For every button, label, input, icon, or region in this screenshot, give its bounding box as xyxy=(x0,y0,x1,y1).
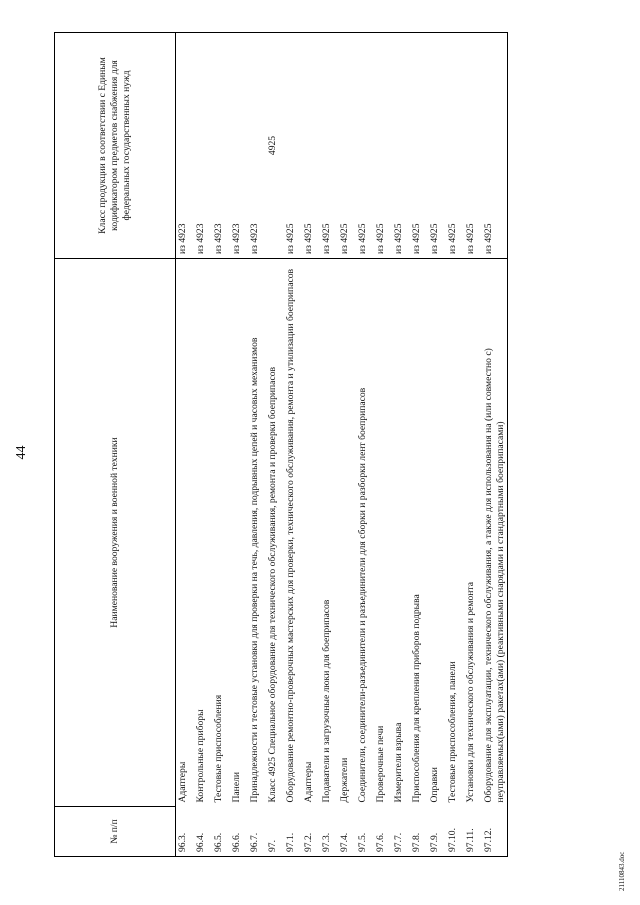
row-class: из 4925 xyxy=(410,33,428,259)
table-row xyxy=(482,33,508,857)
row-name: Подаватели и загрузочные люки для боеприпасов xyxy=(321,599,332,803)
header-num: № п/п xyxy=(55,807,176,857)
table-row xyxy=(338,33,356,857)
header-class: Класс продукции в соответствии с Единым кодификатором предметов снабжения для федеральных государственных нужд xyxy=(55,33,176,259)
row-name: Измерители взрыва xyxy=(393,722,404,803)
row-class: из 4925 xyxy=(446,33,464,259)
row-class: из 4925 xyxy=(374,33,392,259)
header-name: Наименование вооружения и военной техники xyxy=(55,259,176,807)
row-number: 97.6. xyxy=(374,807,392,857)
row-name: Оборудование ремонтно-проверочных мастерских для проверки, технического обслуживания, ремонта и утилизации боеприпасов xyxy=(285,268,296,803)
table-row xyxy=(392,33,410,857)
row-class: из 4925 xyxy=(482,33,508,259)
row-name: Соединители, соединители-разъединители и разъединители для сборки и разборки лент боеприпасов xyxy=(357,387,368,803)
table-row xyxy=(176,33,195,857)
page-number: 44 xyxy=(14,445,29,460)
row-number: 97. xyxy=(266,807,284,857)
footer-file-name: 21110843.doc xyxy=(618,851,626,891)
row-number: 97.10. xyxy=(446,807,464,857)
table-row xyxy=(284,33,302,857)
row-name: Оправки xyxy=(429,767,440,803)
row-number: 97.9. xyxy=(428,807,446,857)
row-class: из 4923 xyxy=(176,33,195,259)
row-class: из 4925 xyxy=(464,33,482,259)
table-row xyxy=(302,33,320,857)
row-number: 97.2. xyxy=(302,807,320,857)
row-name: Проверочные печи xyxy=(375,725,386,803)
row-class: из 4923 xyxy=(248,33,266,259)
row-number: 97.1. xyxy=(284,807,302,857)
row-class: из 4925 xyxy=(356,33,374,259)
row-class: из 4925 xyxy=(392,33,410,259)
table-row xyxy=(212,33,230,857)
row-class: из 4925 xyxy=(428,33,446,259)
table-row xyxy=(428,33,446,857)
row-number: 96.7. xyxy=(248,807,266,857)
row-number: 96.3. xyxy=(176,807,195,857)
table-row xyxy=(464,33,482,857)
table-row xyxy=(320,33,338,857)
row-name: Адаптеры xyxy=(303,761,314,803)
row-name: Контрольные приборы xyxy=(195,709,206,803)
table-header-row xyxy=(55,33,176,857)
row-name: Тестовые приспособления, панели xyxy=(447,661,458,803)
row-name: Приспособления для крепления приборов подрыва xyxy=(411,594,422,803)
row-number: 97.8. xyxy=(410,807,428,857)
table-row xyxy=(356,33,374,857)
table-row xyxy=(194,33,212,857)
row-number: 97.3. xyxy=(320,807,338,857)
table-row xyxy=(374,33,392,857)
row-number: 96.6. xyxy=(230,807,248,857)
row-name: Тестовые приспособления xyxy=(213,694,224,803)
row-name: Держатели xyxy=(339,757,350,803)
row-number: 97.4. xyxy=(338,807,356,857)
row-class: из 4925 xyxy=(338,33,356,259)
row-number: 96.5. xyxy=(212,807,230,857)
row-name: Панели xyxy=(231,771,242,803)
row-name: Установки для технического обслуживания и ремонта xyxy=(465,582,476,803)
row-class: из 4923 xyxy=(212,33,230,259)
row-number: 97.11. xyxy=(464,807,482,857)
table-row xyxy=(230,33,248,857)
row-name: Принадлежности и тестовые установки для проверки на течь, давления, подрывных цепей и часовых механизмов xyxy=(249,337,260,803)
row-number: 96.4. xyxy=(194,807,212,857)
row-class: из 4923 xyxy=(230,33,248,259)
row-number: 97.12. xyxy=(482,807,508,857)
table-row xyxy=(266,33,284,857)
row-name: Оборудование для эксплуатации, технического обслуживания, а также для использования на (или совместно с) неуправляемых(ыми) ракетах(ами) (реактивными снарядами и стандартными боеприпасами) xyxy=(482,259,508,807)
row-name: Адаптеры xyxy=(177,761,188,803)
table-row xyxy=(446,33,464,857)
row-number: 97.5. xyxy=(356,807,374,857)
classification-table xyxy=(54,32,508,857)
row-class: 4925 xyxy=(266,33,284,259)
table-row xyxy=(248,33,266,857)
row-class: из 4925 xyxy=(284,33,302,259)
row-name: Класс 4925 Специальное оборудование для технического обслуживания, ремонта и проверки боеприпасов xyxy=(267,366,278,803)
row-class: из 4925 xyxy=(302,33,320,259)
row-number: 97.7. xyxy=(392,807,410,857)
table-row xyxy=(410,33,428,857)
row-class: из 4923 xyxy=(194,33,212,259)
table-body xyxy=(176,33,508,857)
row-class: из 4925 xyxy=(320,33,338,259)
